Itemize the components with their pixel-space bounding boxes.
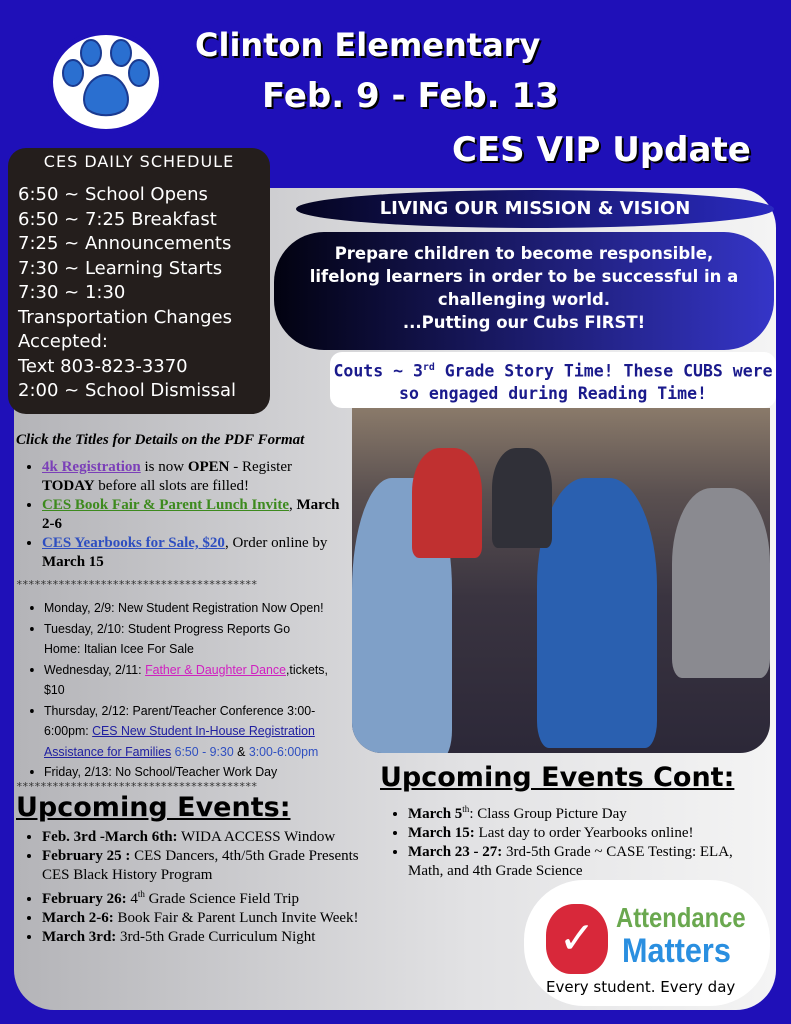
classroom-photo [352,408,770,753]
schedule-item: 6:50 ~ School Opens [18,184,208,205]
newsletter-title: CES VIP Update [452,130,751,170]
text: March 15 [42,554,104,570]
text: 3:00-6:00pm [248,743,319,759]
4k-registration-link[interactable]: 4k Registration [42,459,141,475]
text: , Order online by [224,535,328,551]
matters-text: Matters [622,932,731,970]
text: is now [140,459,188,475]
text: 3rd-5th Grade ~ CASE Testing: ELA, Math, and 4th Grade Science [408,844,733,879]
text: Book Fair & Parent Lunch Invite Week! [113,910,359,926]
weekly-events [44,598,329,783]
mission-tagline: ...Putting our Cubs FIRST! [402,313,646,332]
list-item [44,660,329,701]
text: March 3rd: [42,929,117,945]
list-item [42,828,360,847]
caption-text: Grade Story Time! These CUBS were so engaged during Reading Time! [399,361,773,403]
text: th [137,889,145,899]
list-item [408,824,770,843]
text: March 2-6: [42,910,114,926]
upcoming-events-list [42,828,360,947]
list-item [42,928,360,947]
schedule-item: Transportation Changes [18,306,232,328]
text: : Class Group Picture Day [469,806,627,822]
registration-assistance-link[interactable]: CES New Student In-House Registration Assistance for Families [44,723,315,759]
list-item: • Friday, 2/13: No School/Teacher Work Day [44,762,329,783]
yearbooks-link[interactable]: CES Yearbooks for Sale, $20 [42,535,225,551]
text: Thursday, 2/12: Parent/Teacher Conference 3:00-6:00pm: [44,702,316,738]
schedule-item: Text 803-823-3370 [18,355,188,377]
photo-caption [330,352,776,408]
text: 6:50 - 9:30 [171,743,234,759]
schedule-item: 7:30 ~ 1:30 [18,282,126,303]
text: March 23 - 27: [408,844,503,860]
text: March 2-6 [42,497,340,532]
text: Wednesday, 2/11: [44,661,146,677]
text: th [462,804,470,814]
mission-title: LIVING OUR MISSION & VISION [296,190,774,228]
paw-icon [53,35,159,129]
attendance-slogan: Every student. Every day [546,978,736,996]
schedule-item: Accepted: [18,331,108,352]
school-name: Clinton Elementary [195,26,541,64]
attendance-matters-badge [524,880,770,1006]
list-item [44,701,329,763]
list-item [42,534,347,572]
text: Grade Science Field Trip [144,891,299,907]
caption-sup: rd [422,362,435,373]
schedule-item: 7:30 ~ Learning Starts [18,257,223,279]
text: Last day to order Yearbooks online! [474,825,694,841]
paw-logo [48,30,164,134]
text: - Register [229,459,292,475]
list-item [42,458,347,496]
schedule-item: 7:25 ~ Announcements [18,233,232,254]
book-fair-link[interactable]: CES Book Fair & Parent Lunch Invite [42,497,289,513]
apple-check-icon: ✓ [546,904,608,974]
text: & [233,743,249,759]
schedule-item: 6:50 ~ 7:25 Breakfast [18,208,217,230]
father-daughter-dance-link[interactable]: Father & Daughter Dance [145,661,286,677]
list-item [42,496,347,534]
mission-statement [274,232,774,350]
upcoming-events-cont-list [408,800,770,881]
text: February 26: [42,891,127,907]
text: March 5 [408,806,463,822]
text: ,tickets, $10 [44,661,328,697]
list-item [408,800,770,824]
text: 4 [126,891,138,907]
list-item [408,843,770,881]
text: March 15: [408,825,475,841]
text: TODAY [42,478,95,494]
text: Feb. 3rd -March 6th: [42,829,178,845]
schedule-title: CES DAILY SCHEDULE [43,152,235,171]
upcoming-events-cont-title: Upcoming Events Cont: [380,762,735,793]
caption-text: Couts ~ 3 [333,361,423,381]
text: before all slots are filled! [94,478,250,494]
list-item [42,847,360,885]
mission-text: Prepare children to become responsible, lifelong learners in order to be successful in a challenging world. [309,244,739,309]
schedule-item: 2:00 ~ School Dismissal [18,380,236,401]
list-item [42,885,360,909]
text: CES Dancers, 4th/5th Grade Presents CES Black History Program [42,848,359,883]
list-item: • Tuesday, 2/10: Student Progress Reports Go Home: Italian Icee For Sale [44,619,329,660]
list-item [42,909,360,928]
divider: **************************************** [16,578,257,591]
link-list [42,458,347,572]
attendance-text: Attendance [616,902,746,933]
divider: **************************************** [16,780,257,793]
text: OPEN [187,459,230,475]
text: February 25 : [42,848,131,864]
list-item: • Monday, 2/9: New Student Registration Now Open! [44,598,329,619]
click-titles-note: Click the Titles for Details on the PDF Format [16,432,305,448]
daily-schedule [8,148,270,414]
upcoming-events-title: Upcoming Events: [16,792,291,823]
text: , [288,497,297,513]
text: WIDA ACCESS Window [177,829,336,845]
week-dates: Feb. 9 - Feb. 13 [262,76,559,116]
text: 3rd-5th Grade Curriculum Night [116,929,316,945]
